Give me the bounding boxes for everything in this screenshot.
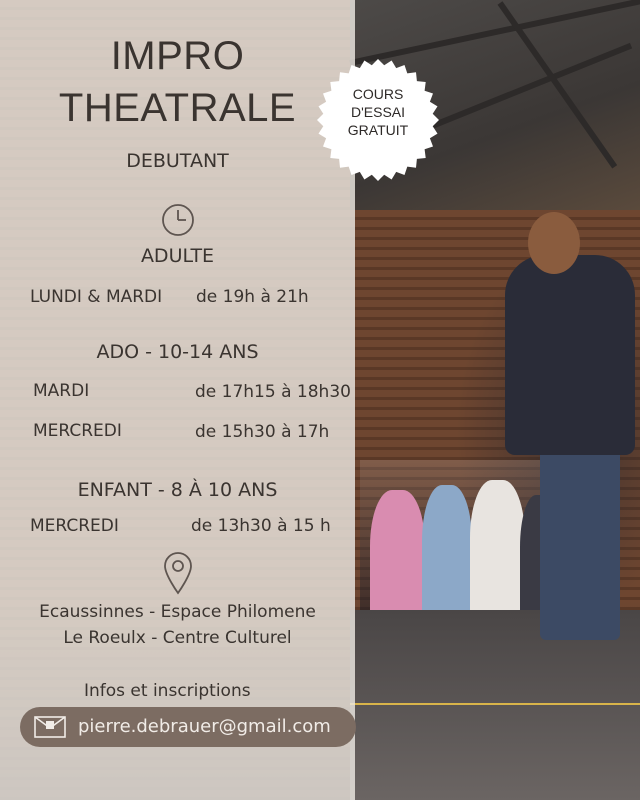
actor	[505, 255, 635, 455]
level-label: DEBUTANT	[126, 150, 229, 172]
badge-text	[316, 85, 440, 139]
location-1: Ecaussinnes - Espace Philomene	[39, 602, 316, 622]
stage-tape	[350, 703, 640, 705]
schedule-time: de 15h30 à 17h	[195, 422, 330, 442]
schedule-day: MERCREDI	[30, 516, 119, 536]
title-line-1: IMPRO	[110, 34, 245, 78]
section-heading-enfant: ENFANT - 8 À 10 ANS	[77, 479, 278, 501]
schedule-day: MERCREDI	[33, 421, 122, 441]
badge-line-3: GRATUIT	[347, 122, 409, 138]
schedule-day: LUNDI & MARDI	[30, 287, 163, 307]
audience	[360, 460, 560, 630]
title-line-2: THEATRALE	[58, 86, 297, 130]
schedule-time: de 19h à 21h	[196, 287, 309, 307]
info-label: Infos et inscriptions	[84, 681, 251, 701]
section-heading-ado: ADO - 10-14 ANS	[96, 341, 259, 363]
actor-legs	[540, 440, 620, 640]
location-2: Le Roeulx - Centre Culturel	[63, 628, 292, 648]
section-heading-adulte: ADULTE	[140, 245, 215, 267]
badge-line-2: D'ESSAI	[350, 104, 406, 120]
email-address[interactable]: pierre.debrauer@gmail.com	[78, 716, 331, 737]
clock-icon	[161, 203, 195, 237]
schedule-time: de 13h30 à 15 h	[191, 516, 331, 536]
map-pin-icon	[162, 551, 194, 595]
actor-head	[528, 212, 580, 274]
envelope-icon	[34, 716, 66, 738]
schedule-time: de 17h15 à 18h30	[195, 382, 351, 402]
badge-line-1: COURS	[352, 86, 404, 102]
schedule-day: MARDI	[33, 381, 90, 401]
